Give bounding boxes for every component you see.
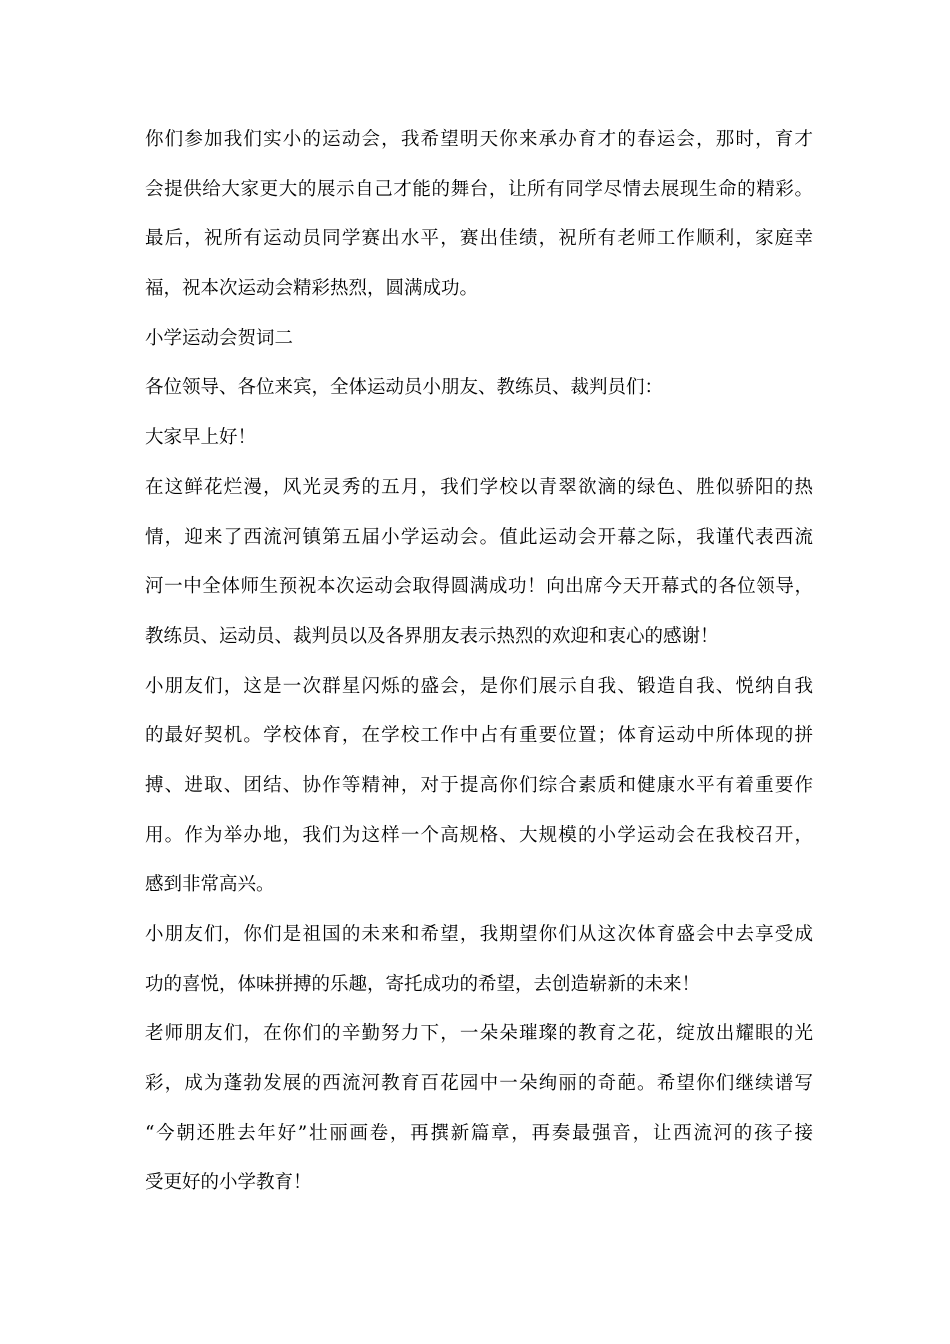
text-line: 各位领导、各位来宾，全体运动员小朋友、教练员、裁判员们： <box>145 377 664 399</box>
section-heading <box>145 314 813 364</box>
paragraph-closing <box>145 115 813 314</box>
paragraph-children <box>145 662 813 910</box>
text-line: 的最好契机。学校体育，在学校工作中占有重要位置；体育运动中所体现的拼 <box>145 725 813 747</box>
text-line: 最后，祝所有运动员同学赛出水平，赛出佳绩，祝所有老师工作顺利，家庭幸 <box>145 228 813 250</box>
text-line: 小朋友们，你们是祖国的未来和希望，我期望你们从这次体育盛会中去享受成 <box>145 924 813 945</box>
text-line: 教练员、运动员、裁判员以及各界朋友表示热烈的欢迎和衷心的感谢！ <box>145 625 719 647</box>
text-line: 感到非常高兴。 <box>145 874 275 896</box>
text-line: 功的喜悦，体味拼搏的乐趣，寄托成功的希望，去创造崭新的未来！ <box>145 973 701 995</box>
text-line: 会提供给大家更大的展示自己才能的舞台，让所有同学尽情去展现生命的精彩。 <box>145 178 813 200</box>
text-line: 受更好的小学教育！ <box>145 1172 312 1194</box>
text-line: 小朋友们，这是一次群星闪烁的盛会，是你们展示自我、锻造自我、悦纳自我 <box>145 675 813 697</box>
paragraph-salutation <box>145 363 813 413</box>
text-line: 用。作为举办地，我们为这样一个高规格、大规模的小学运动会在我校召开， <box>145 824 813 846</box>
text-line: 大家早上好！ <box>145 427 257 449</box>
section-heading-text: 小学运动会贺词二 <box>145 327 294 349</box>
text-line: 老师朋友们，在你们的辛勤努力下，一朵朵璀璨的教育之花，绽放出耀眼的光 <box>145 1023 813 1045</box>
document-body <box>145 115 813 1208</box>
text-line: “今朝还胜去年好”壮丽画卷，再撰新篇章，再奏最强音，让西流河的孩子接 <box>145 1122 813 1144</box>
text-line: 搏、进取、团结、协作等精神，对于提高你们综合素质和健康水平有着重要作 <box>145 774 813 796</box>
paragraph-future <box>145 910 813 1009</box>
paragraph-teachers <box>145 1009 813 1208</box>
text-line: 你们参加我们实小的运动会，我希望明天你来承办育才的春运会，那时，育才 <box>145 129 813 150</box>
text-line: 福，祝本次运动会精彩热烈，圆满成功。 <box>145 278 479 300</box>
paragraph-greeting <box>145 413 813 463</box>
text-line: 河一中全体师生预祝本次运动会取得圆满成功！向出席今天开幕式的各位领导， <box>145 576 813 598</box>
text-line: 情，迎来了西流河镇第五届小学运动会。值此运动会开幕之际，我谨代表西流 <box>145 526 813 548</box>
text-line: 在这鲜花烂漫，风光灵秀的五月，我们学校以青翠欲滴的绿色、胜似骄阳的热 <box>145 476 813 498</box>
paragraph-opening <box>145 463 813 662</box>
text-line: 彩，成为蓬勃发展的西流河教育百花园中一朵绚丽的奇葩。希望你们继续谱写 <box>145 1073 813 1095</box>
